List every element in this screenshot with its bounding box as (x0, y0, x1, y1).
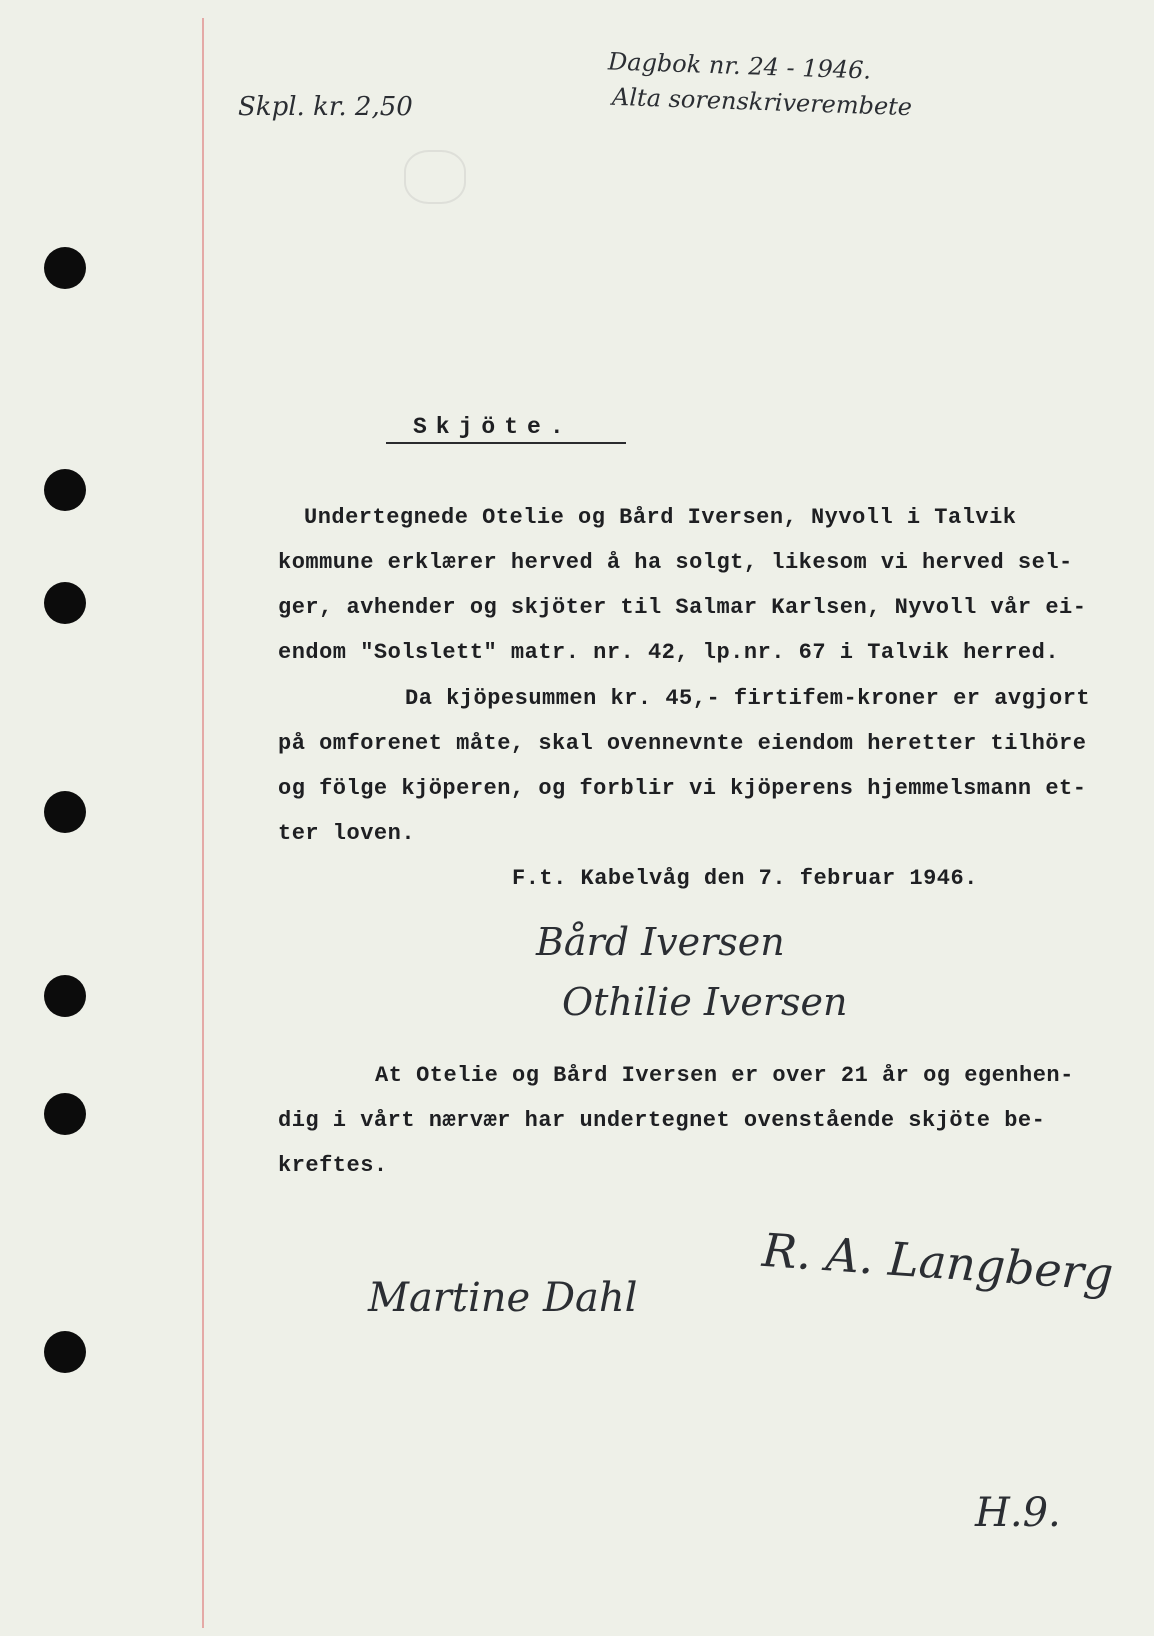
body-line: Da kjöpesummen kr. 45,- firtifem-kroner er avgjort (405, 686, 1091, 711)
witness-line: dig i vårt nærvær har undertegnet ovenstående skjöte be- (278, 1108, 1046, 1133)
place-date: F.t. Kabelvåg den 7. februar 1946. (512, 866, 978, 891)
body-line: Undertegnede Otelie og Bård Iversen, Nyvoll i Talvik (304, 505, 1017, 530)
punch-hole (44, 1093, 86, 1135)
signature-othilie: Othilie Iversen (562, 980, 848, 1024)
punch-hole (44, 247, 86, 289)
faint-stamp (404, 150, 466, 204)
journal-number: Dagbok nr. 24 - 1946. (607, 47, 872, 85)
punch-hole (44, 975, 86, 1017)
punch-hole (44, 582, 86, 624)
witness-line: kreftes. (278, 1153, 388, 1178)
body-line: ter loven. (278, 821, 416, 846)
margin-rule (202, 18, 204, 1628)
punch-hole (44, 469, 86, 511)
body-line: og fölge kjöperen, og forblir vi kjöperens hjemmelsmann et- (278, 776, 1087, 801)
body-line: på omforenet måte, skal ovennevnte eiendom heretter tilhöre (278, 731, 1087, 756)
title-underline (386, 442, 626, 444)
initials: H.9. (975, 1490, 1061, 1536)
signature-martine-dahl: Martine Dahl (368, 1275, 638, 1321)
body-line: ger, avhender og skjöter til Salmar Karlsen, Nyvoll vår ei- (278, 595, 1087, 620)
court-office: Alta sorenskriverembete (611, 82, 913, 122)
body-line: kommune erklærer herved å ha solgt, likesom vi herved sel- (278, 550, 1073, 575)
punch-hole (44, 1331, 86, 1373)
signature-langberg: R. A. Langberg (760, 1222, 1115, 1302)
signature-bard: Bård Iversen (536, 920, 785, 964)
punch-hole (44, 791, 86, 833)
fee-annotation: Skpl. kr. 2,50 (238, 92, 413, 122)
witness-line: At Otelie og Bård Iversen er over 21 år og egenhen- (375, 1063, 1074, 1088)
body-line: endom "Solslett" matr. nr. 42, lp.nr. 67 i Talvik herred. (278, 640, 1060, 665)
document-title: Skjöte. (413, 414, 573, 440)
